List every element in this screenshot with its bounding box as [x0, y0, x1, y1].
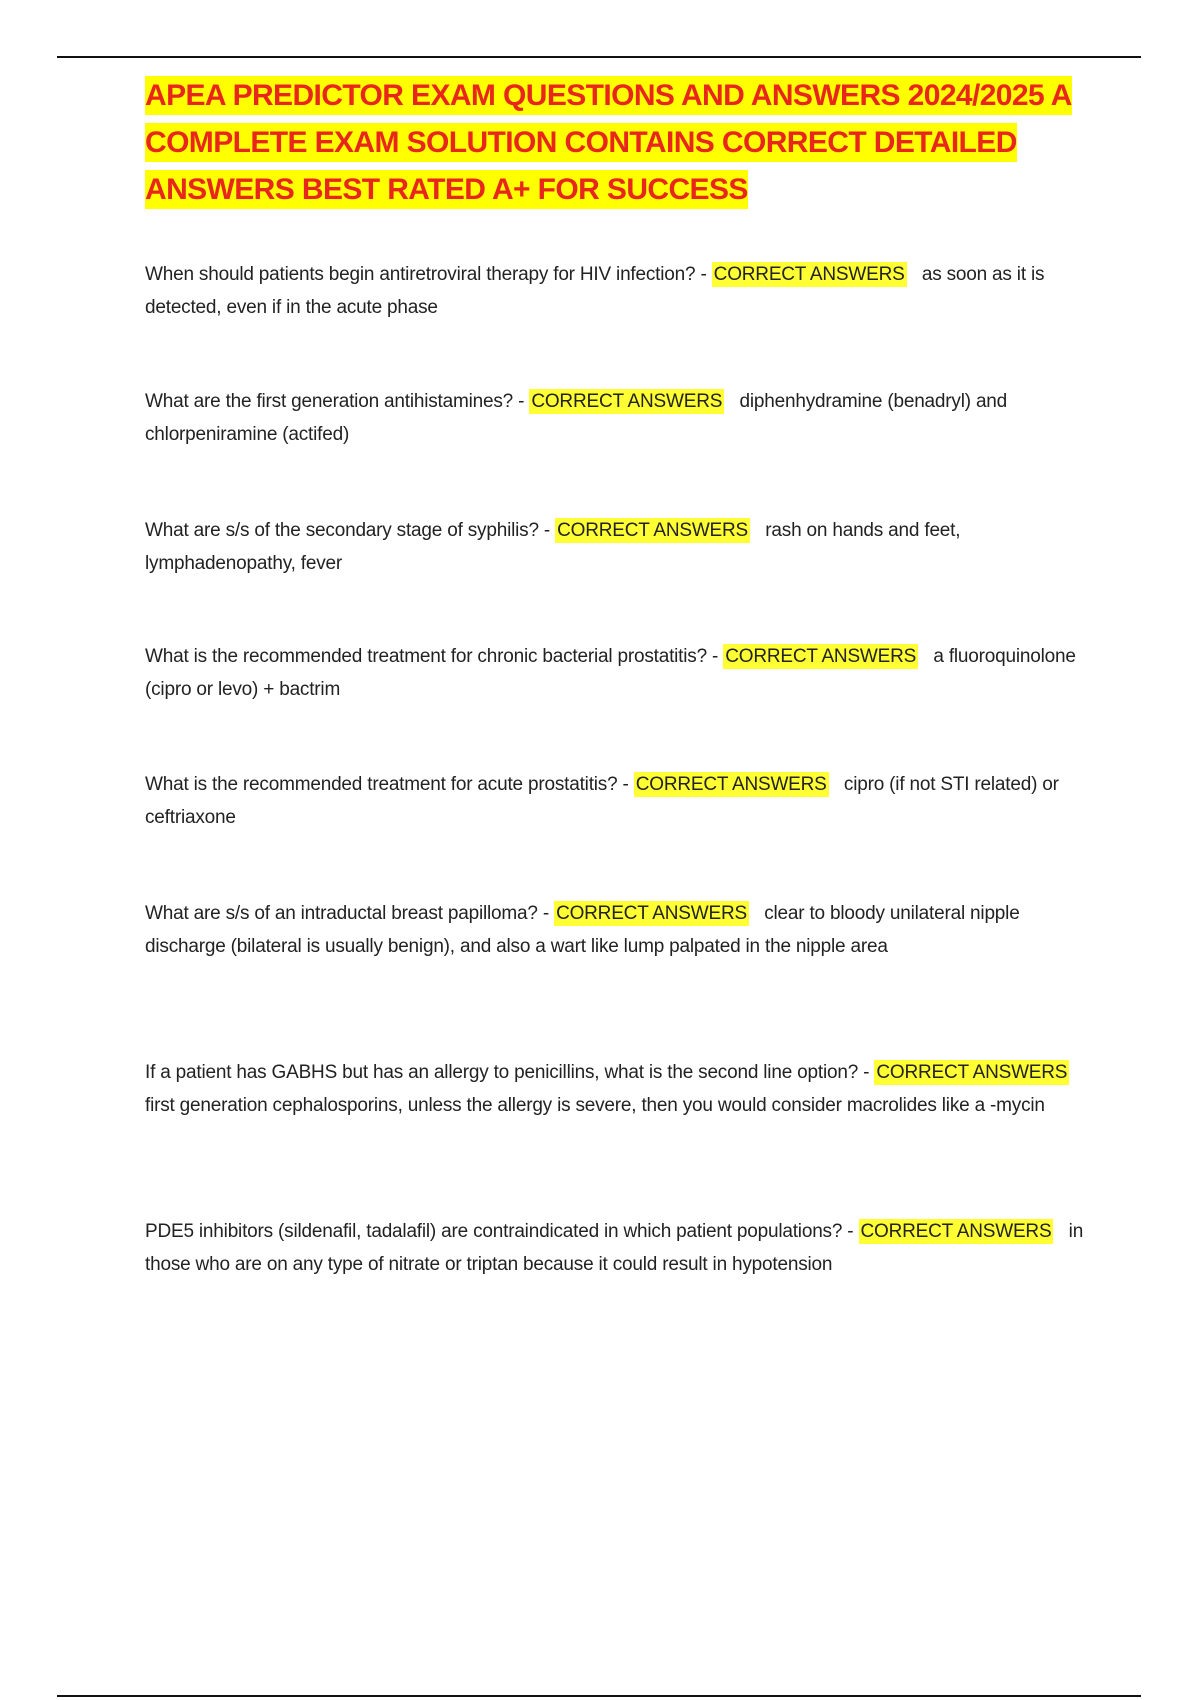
question-text: What are s/s of the secondary stage of syphilis? -	[145, 520, 556, 541]
question-text: What is the recommended treatment for acute prostatitis? -	[145, 774, 634, 795]
qa-item	[145, 769, 1090, 834]
top-rule	[57, 56, 1141, 58]
qa-item	[145, 515, 1090, 580]
question-text: What is the recommended treatment for chronic bacterial prostatitis? -	[145, 646, 724, 667]
qa-item	[145, 1057, 1090, 1122]
question-text: When should patients begin antiretroviral therapy for HIV infection? -	[145, 264, 712, 285]
answer-text: a fluoroquinolone (cipro or levo) + bactrim	[145, 646, 1076, 700]
document-title: APEA PREDICTOR EXAM QUESTIONS AND ANSWERS 2024/2025 A COMPLETE EXAM SOLUTION CONTAINS CORRECT DETAILED ANSWERS BEST RATED A+ FOR SUCCESS	[145, 72, 1105, 213]
answer-text: as soon as it is detected, even if in the acute phase	[145, 264, 1045, 318]
correct-answers-label: CORRECT ANSWERS	[557, 520, 749, 541]
question-text: PDE5 inhibitors (sildenafil, tadalafil) are contraindicated in which patient populations? -	[145, 1221, 859, 1242]
bottom-rule	[57, 1695, 1141, 1697]
qa-item	[145, 898, 1090, 963]
qa-item	[145, 259, 1090, 324]
answer-text: rash on hands and feet, lymphadenopathy, fever	[145, 520, 961, 574]
correct-answers-label: CORRECT ANSWERS	[725, 646, 917, 667]
correct-answers-label: CORRECT ANSWERS	[876, 1062, 1068, 1083]
correct-answers-label: CORRECT ANSWERS	[635, 774, 827, 795]
answer-text: first generation cephalosporins, unless the allergy is severe, then you would consider macrolides like a -mycin	[145, 1094, 1045, 1116]
correct-answers-label: CORRECT ANSWERS	[713, 264, 905, 285]
correct-answers-label: CORRECT ANSWERS	[860, 1221, 1052, 1242]
answer-text: diphenhydramine (benadryl) and chlorpeniramine (actifed)	[145, 391, 1008, 445]
answer-text: in those who are on any type of nitrate or triptan because it could result in hypotension	[145, 1221, 1084, 1275]
question-text: What are the first generation antihistamines? -	[145, 391, 530, 412]
correct-answers-label: CORRECT ANSWERS	[531, 391, 723, 412]
qa-item	[145, 1216, 1090, 1281]
qa-item	[145, 641, 1090, 706]
answer-text: clear to bloody unilateral nipple discharge (bilateral is usually benign), and also a wart like lump palpated in the nipple area	[145, 903, 1020, 957]
question-text: If a patient has GABHS but has an allergy to penicillins, what is the second line option? -	[145, 1062, 875, 1083]
correct-answers-label: CORRECT ANSWERS	[556, 903, 747, 924]
answer-text: cipro (if not STI related) or ceftriaxone	[145, 774, 1059, 828]
question-text: What are s/s of an intraductal breast papilloma? -	[145, 903, 555, 924]
qa-item	[145, 386, 1090, 451]
